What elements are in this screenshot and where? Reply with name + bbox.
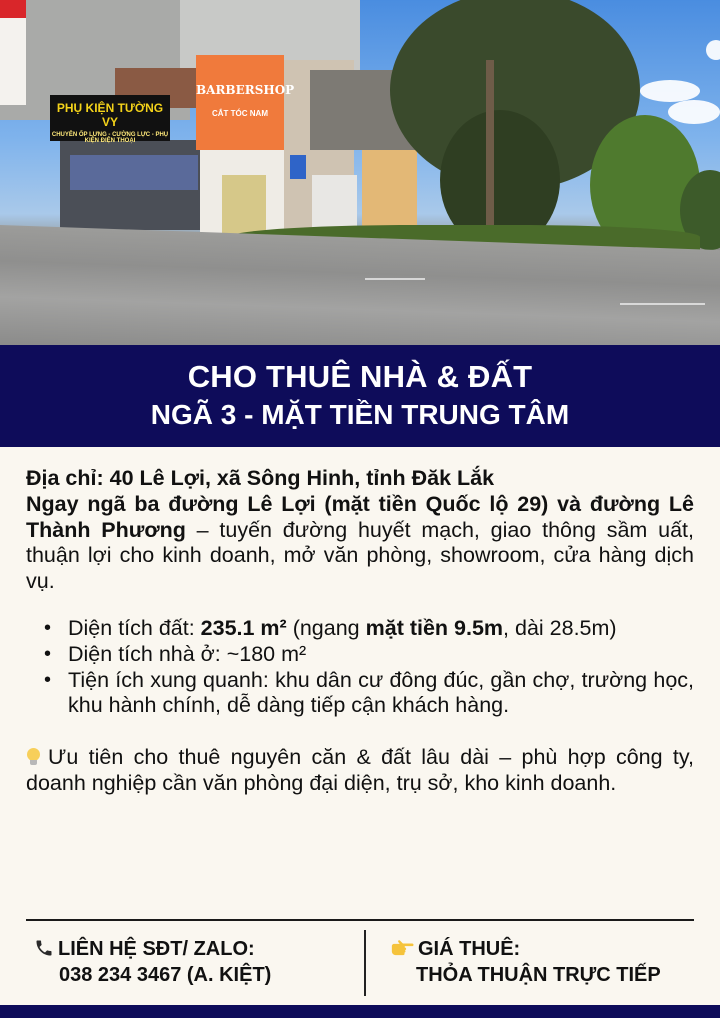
shop-sign-phu-kien xyxy=(50,95,170,144)
lane-marking xyxy=(620,303,705,305)
price-value: THỎA THUẬN TRỰC TIẾP xyxy=(416,964,661,986)
listing-details xyxy=(26,466,694,797)
lightbulb-icon xyxy=(26,748,40,766)
contact-phone[interactable]: 038 234 3467 (A. KIỆT) xyxy=(59,964,272,986)
headline-banner xyxy=(0,345,720,447)
cloud xyxy=(706,40,720,60)
banner-sign xyxy=(312,175,357,233)
shop-sign-subtext: CẮT TÓC NAM xyxy=(212,109,268,118)
pointing-hand-icon xyxy=(390,939,414,957)
land-area-value: 235.1 m² xyxy=(200,615,287,640)
lane-marking xyxy=(365,278,425,280)
billboard xyxy=(0,0,26,105)
frontage-value: mặt tiền 9.5m xyxy=(365,615,504,640)
feature-list xyxy=(26,616,694,719)
priority-note xyxy=(26,745,694,797)
vertical-divider xyxy=(364,930,366,996)
phone-icon xyxy=(33,938,55,958)
feature-text: Diện tích đất: xyxy=(68,615,201,640)
feature-land-area xyxy=(68,616,694,642)
shop-sign-text: BARBERSHOP xyxy=(196,83,295,97)
feature-house-area: • Diện tích nhà ở: ~180 m² xyxy=(68,642,694,668)
priority-note-text: Ưu tiên cho thuê nguyên căn & đất lâu dài – phù hợp công ty, doanh nghiệp cần văn phòng đại diện, trụ sở, kho kinh doanh. xyxy=(26,745,694,795)
bottom-bar xyxy=(0,1005,720,1018)
price-block xyxy=(390,936,661,988)
divider xyxy=(26,919,694,921)
pedestrian-sign xyxy=(290,155,306,179)
awning xyxy=(70,155,198,190)
feature-text: , dài 28.5m) xyxy=(503,615,617,640)
cloud xyxy=(668,100,720,124)
price-label: GIÁ THUÊ: xyxy=(418,938,521,960)
feature-text: (ngang xyxy=(286,615,366,640)
feature-amenities: • Tiện ích xung quanh: khu dân cư đông đúc, gần chợ, trường học, khu hành chính, dễ dàng tiếp cận khách hàng. xyxy=(68,668,694,720)
shop-sign-text: PHỤ KIỆN TƯỜNG VY xyxy=(56,101,164,129)
shop-sign-barbershop xyxy=(196,55,295,150)
cloud xyxy=(640,80,700,102)
tree-trunk xyxy=(486,60,494,230)
address: Địa chỉ: 40 Lê Lợi, xã Sông Hinh, tỉnh Đăk Lắk xyxy=(26,466,495,490)
contact-block xyxy=(33,936,271,988)
property-photo xyxy=(0,0,720,345)
contact-label: LIÊN HỆ SĐT/ ZALO: xyxy=(58,938,255,960)
headline-title: CHO THUÊ NHÀ & ĐẤT xyxy=(187,359,533,394)
location-description xyxy=(26,492,694,595)
shop-sign-subtext: CHUYÊN ỐP LƯNG - CƯỜNG LỰC - PHỤ KIỆN ĐIỆN THOẠI xyxy=(51,132,169,144)
location-highlight: Ngay ngã ba đường Lê Lợi (mặt tiền Quốc lộ 29) và đường Lê Thành Phương xyxy=(26,491,694,542)
location-text: – tuyến đường huyết mạch, giao thông sầm uất, thuận lợi cho kinh doanh, mở văn phòng, showroom, cửa hàng dịch vụ. xyxy=(26,517,694,594)
headline-subtitle: NGÃ 3 - MẶT TIỀN TRUNG TÂM xyxy=(150,399,570,430)
